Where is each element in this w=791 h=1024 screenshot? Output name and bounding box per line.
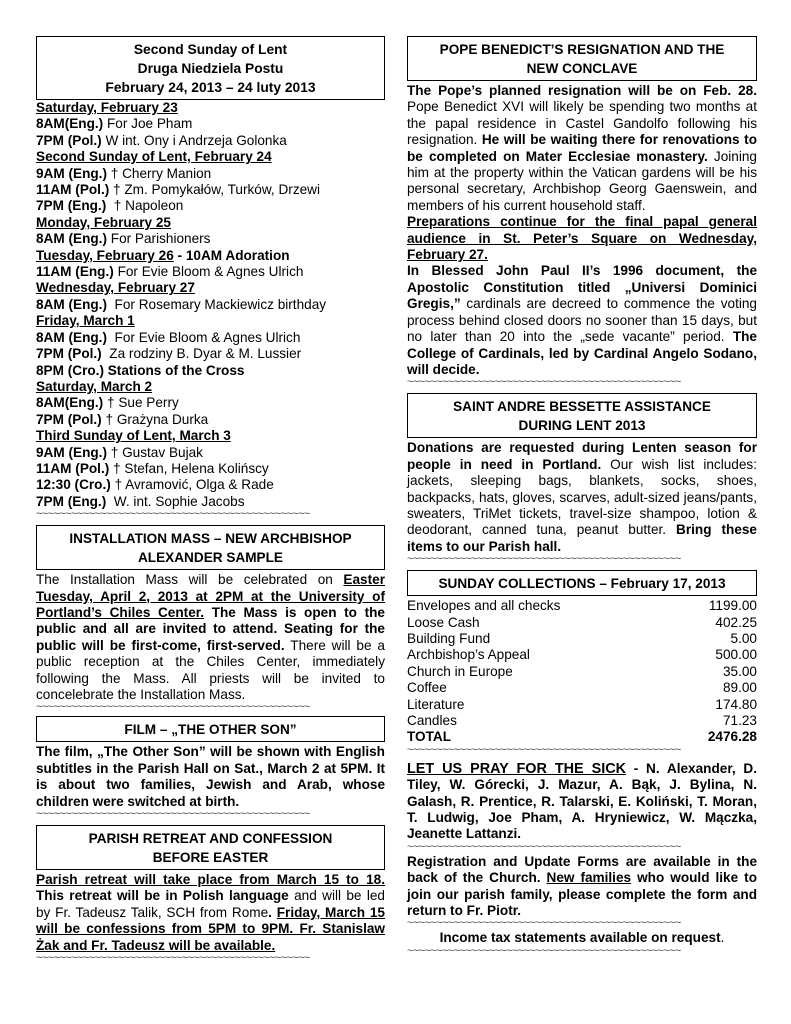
collections-header: [407, 570, 757, 596]
film-header: [36, 716, 385, 742]
installation-header: [36, 525, 385, 570]
collection-amount: 5.00: [730, 630, 757, 646]
collections-row: [407, 598, 757, 614]
registration-body: [407, 854, 757, 920]
pope-body-3: [407, 263, 757, 378]
collections-title: SUNDAY COLLECTIONS – February 17, 2013: [438, 576, 726, 592]
bessette-body: [407, 440, 757, 555]
schedule-title-2: Druga Niedziela Postu: [137, 61, 284, 76]
collection-label: Loose Cash: [407, 614, 480, 630]
collections-row: [407, 697, 757, 713]
sick-heading: LET US PRAY FOR THE SICK: [407, 760, 626, 777]
schedule-mass: 9AM (Eng.) † Cherry Manion: [36, 165, 212, 181]
schedule-mass: 8AM(Eng.) † Sue Perry: [36, 395, 179, 411]
schedule-mass: 8AM (Eng.) For Rosemary Mackiewicz birthday: [36, 296, 327, 312]
sick-list: [407, 761, 757, 843]
collections-row: [407, 680, 757, 696]
retreat-language: This retreat will be in Polish language: [36, 888, 289, 904]
separator: ~~~~~~~~~~~~~~~~~~~~~~~~~~~~~~~~~~~~~~~~~~~~~~~: [407, 842, 681, 852]
schedule-day: Saturday, February 23: [36, 100, 178, 115]
collections-row: [407, 713, 757, 729]
schedule-header: [36, 36, 385, 100]
schedule-mass: 11AM (Pol.) † Zm. Pomykałów, Turków, Drzewi: [36, 182, 321, 198]
collection-amount: 89.00: [722, 680, 757, 696]
collections-total-amount: 2476.28: [707, 729, 757, 745]
bessette-bold-1: Donations are requested during Lenten season for people in need in Portland.: [407, 440, 757, 472]
collections-total-label: TOTAL: [407, 729, 452, 745]
schedule-mass: 12:30 (Cro.) † Avramović, Olga & Rade: [36, 477, 274, 493]
pope-bold-2: He will be waiting there for renovations to be completed on Mater Ecclesiae monastery.: [407, 132, 757, 164]
collections-row: [407, 615, 757, 631]
collection-amount: 1199.00: [708, 598, 757, 614]
collection-amount: 402.25: [715, 614, 757, 630]
separator: ~~~~~~~~~~~~~~~~~~~~~~~~~~~~~~~~~~~~~~~~~~~~~~~: [407, 378, 681, 388]
bessette-text: Our wish list includes: jackets, sleeping bags, blankets, socks, shoes, backpacks, hats, gloves, scarves, adult-sized jeans/pants, sweaters, TriMet tickets, travel-size shampoo, lotion & deodorant, canned tuna, peanut butter.: [407, 456, 758, 538]
retreat-punct: .: [268, 904, 277, 920]
registration-text-2: who would like to join our parish family, please complete the form and return to Fr. Piotr.: [407, 870, 757, 919]
schedule-mass: 11AM (Eng.) For Evie Bloom & Agnes Ulrich: [36, 264, 304, 280]
collection-label: Coffee: [407, 680, 447, 696]
collection-label: Church in Europe: [407, 663, 513, 679]
separator: ~~~~~~~~~~~~~~~~~~~~~~~~~~~~~~~~~~~~~~~~~~~~~~~: [36, 703, 310, 713]
collections-total-row: [407, 729, 757, 745]
registration-text-1: Registration and Update Forms are available in the back of the Church.: [407, 853, 757, 886]
pope-text-3: cardinals are decreed to commence the voting process behind closed doors no sooner than 15 days, but no later than 20 into the „sede vacante” period.: [407, 296, 757, 345]
collection-amount: 174.80: [715, 696, 757, 712]
pope-header: [407, 36, 757, 81]
collection-label: Envelopes and all checks: [407, 598, 561, 614]
schedule-mass: 7PM (Pol.) † Grażyna Durka: [36, 411, 209, 427]
pope-bold-4: The College of Cardinals, led by Cardinal Angelo Sodano, will decide.: [407, 329, 757, 377]
sick-names: - N. Alexander, D. Tiley, W. Górecki, J. Mazur, A. Bąk, J. Bylina, N. Galash, R. Prentice, R. Talarski, E. Koliński, T. Moran, T. Ludwig, Joe Pham, A. Hryniewicz, W. Mączka, Jeanette Lattanzi.: [407, 760, 757, 842]
left-column: [36, 36, 385, 963]
collections-table: [407, 598, 757, 746]
schedule-mass: 8PM (Cro.) Stations of the Cross: [36, 362, 245, 378]
collection-label: Building Fund: [407, 630, 491, 646]
pope-text-2: Joining him at the property within the Vatican gardens will be his personal secretary, Archbishop Georg Gaenswein, and members of his current household staff.: [407, 148, 757, 213]
pope-body-1: [407, 83, 757, 214]
schedule-day: Third Sunday of Lent, March 3: [36, 428, 231, 444]
retreat-header: [36, 825, 385, 870]
schedule-day: Tuesday, February 26 - 10AM Adoration: [36, 247, 290, 263]
separator: ~~~~~~~~~~~~~~~~~~~~~~~~~~~~~~~~~~~~~~~~~~~~~~~: [407, 946, 681, 956]
pope-title-2: NEW CONCLAVE: [526, 61, 638, 76]
pope-text-1: Pope Benedict XVI will likely be spending two months at the papal residence in Castel Gandolfo following his resignation.: [407, 99, 757, 148]
tax-note: Income tax statements available on request.: [439, 930, 725, 946]
pope-audience: Preparations continue for the final papal general audience in St. Peter’s Square on Wednesday, February 27.: [407, 214, 757, 263]
schedule-day: Second Sunday of Lent, February 24: [36, 149, 272, 165]
schedule-mass: 8AM (Eng.) For Evie Bloom & Agnes Ulrich: [36, 329, 301, 345]
schedule-mass: 7PM (Pol.) W int. Ony i Andrzeja Golonka: [36, 132, 287, 148]
separator: ~~~~~~~~~~~~~~~~~~~~~~~~~~~~~~~~~~~~~~~~~~~~~~~: [407, 745, 681, 755]
separator: ~~~~~~~~~~~~~~~~~~~~~~~~~~~~~~~~~~~~~~~~~~~~~~~: [36, 510, 310, 520]
schedule-mass: 9AM (Eng.) † Gustav Bujak: [36, 444, 203, 460]
schedule-mass: 11AM (Pol.) † Stefan, Helena Kolińscy: [36, 460, 269, 476]
separator: ~~~~~~~~~~~~~~~~~~~~~~~~~~~~~~~~~~~~~~~~~~~~~~~: [407, 919, 681, 929]
installation-text-2: There will be a public reception at the Chiles Center, immediately following the Mass. All priests will be invited to concelebrate the Installation Mass.: [36, 637, 385, 702]
collections-row: [407, 647, 757, 663]
right-column: [407, 36, 757, 956]
installation-text-1: The Installation Mass will be celebrated on: [36, 572, 344, 588]
registration-new-families: New families: [546, 870, 632, 886]
schedule-mass: 7PM (Eng.) † Napoleon: [36, 198, 184, 214]
bessette-title-1: SAINT ANDRE BESSETTE ASSISTANCE: [453, 399, 711, 415]
retreat-confessions: Friday, March 15 will be confessions from 5PM to 9PM. Fr. Stanislaw Żak and Fr. Tadeusz will be available.: [36, 904, 385, 953]
collections-row: [407, 631, 757, 647]
schedule-day: Wednesday, February 27: [36, 280, 195, 296]
schedule-day: Saturday, March 2: [36, 378, 153, 394]
retreat-body: [36, 872, 385, 954]
separator: ~~~~~~~~~~~~~~~~~~~~~~~~~~~~~~~~~~~~~~~~~~~~~~~: [36, 810, 310, 820]
retreat-title-1: PARISH RETREAT AND CONFESSION: [88, 831, 333, 847]
pope-body-2: [407, 214, 757, 263]
mass-schedule: [36, 100, 385, 510]
bessette-header: [407, 393, 757, 438]
installation-title-2: ALEXANDER SAMPLE: [137, 550, 283, 566]
schedule-mass: 8AM(Eng.) For Joe Pham: [36, 116, 193, 132]
pope-bold-3: In Blessed John Paul II’s 1996 document, the Apostolic Constitution titled „Universi Dominici Gregis,”: [407, 263, 757, 312]
film-body: [36, 744, 385, 810]
collection-amount: 71.23: [722, 713, 757, 728]
installation-date: Easter Tuesday, April 2, 2013 at 2PM at the University of Portland’s Chiles Center.: [36, 572, 385, 620]
schedule-mass: 7PM (Pol.) Za rodziny B. Dyar & M. Lussier: [36, 346, 302, 362]
retreat-title-2: BEFORE EASTER: [152, 850, 269, 866]
collection-amount: 35.00: [722, 663, 757, 679]
pope-title-1: POPE BENEDICT’S RESIGNATION AND THE: [439, 42, 725, 57]
bessette-title-2: DURING LENT 2013: [518, 418, 646, 434]
film-title: FILM – „THE OTHER SON”: [124, 722, 297, 738]
collections-row: [407, 664, 757, 680]
collection-amount: 500.00: [715, 647, 757, 663]
installation-body: [36, 572, 385, 703]
tax-text: Income tax statements available on request: [439, 930, 721, 946]
schedule-title-3: February 24, 2013 – 24 luty 2013: [105, 80, 316, 95]
schedule-day: Monday, February 25: [36, 214, 171, 230]
retreat-dates: Parish retreat will take place from March 15 to 18.: [36, 872, 385, 888]
collection-label: Literature: [407, 696, 465, 712]
installation-title-1: INSTALLATION MASS – NEW ARCHBISHOP: [69, 531, 352, 547]
schedule-day: Friday, March 1: [36, 313, 135, 329]
separator: ~~~~~~~~~~~~~~~~~~~~~~~~~~~~~~~~~~~~~~~~~~~~~~~: [36, 954, 310, 964]
separator: ~~~~~~~~~~~~~~~~~~~~~~~~~~~~~~~~~~~~~~~~~~~~~~~: [407, 555, 681, 565]
film-text: The film, „The Other Son” will be shown with English subtitles in the Parish Hall on Sat., March 2 at 5PM. It is about two families, Jewish and Arab, whose children were switched at birth.: [36, 744, 385, 809]
schedule-mass: 7PM (Eng.) W. int. Sophie Jacobs: [36, 493, 245, 509]
bessette-bold-2: Bring these items to our Parish hall.: [407, 522, 757, 554]
collection-label: Candles: [407, 713, 457, 728]
schedule-mass: 8AM (Eng.) For Parishioners: [36, 231, 211, 247]
retreat-text: and will be led by Fr. Tadeusz Talik, SCH from Rome: [36, 888, 385, 920]
pope-bold-1: The Pope’s planned resignation will be on Feb. 28.: [407, 83, 757, 98]
collection-label: Archbishop’s Appeal: [407, 647, 530, 663]
schedule-title-1: Second Sunday of Lent: [133, 42, 288, 57]
installation-bold: The Mass is open to the public and all are invited to attend. Seating for the public will be first-come, first-served.: [36, 604, 385, 653]
